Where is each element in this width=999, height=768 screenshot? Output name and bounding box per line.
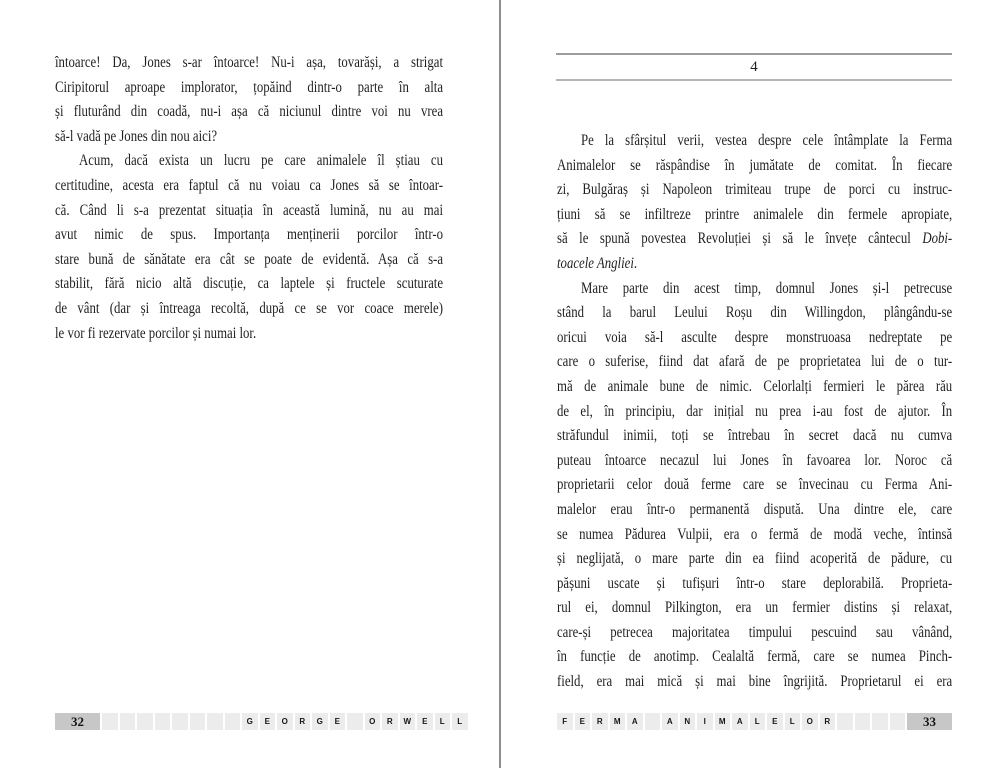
footer-letter-cell: N: [680, 713, 696, 730]
text-line: Acum, dacă exista un lucru pe care animalele îl știau cu: [79, 152, 443, 170]
footer-letter-cell: A: [732, 713, 748, 730]
text-line: rul ei, domnul Pilkington, era un fermier distins și relaxat,: [557, 599, 953, 617]
right-page-text: [557, 129, 952, 695]
footer-empty-cell: [155, 713, 171, 730]
text-line: avut nimic de spus. Importanța menținerii porcilor într-o: [55, 226, 443, 244]
text-line: de el, în principiu, dar inițial nu prea i-au fost de ajutor. În: [557, 402, 953, 420]
text-line: le vor fi rezervate porcilor și numai lor.: [55, 324, 257, 342]
footer-letter-cell: E: [575, 713, 591, 730]
text-line: Pe la sfârșitul verii, vestea despre cele întâmplate la Ferma: [581, 132, 953, 149]
footer-empty-cell: [890, 713, 906, 730]
footer-letter-cell: L: [750, 713, 766, 730]
footer-letter-cell: R: [382, 713, 398, 730]
text-line: Animalelor se răspândise în jumătate de comitat. În fiecare: [557, 156, 953, 174]
footer-letter-cell: G: [312, 713, 328, 730]
footer-empty-cell: [872, 713, 888, 730]
right-page-number: 33: [907, 713, 952, 730]
left-page-footer: [55, 713, 468, 730]
footer-empty-cell: [172, 713, 188, 730]
left-page-text: [55, 51, 443, 346]
text-line: de vânt (dar și întreaga recoltă, după ce se vor coace merele): [55, 299, 443, 317]
footer-letter-cell: R: [592, 713, 608, 730]
text-line: stând la barul Leului Roșu din Willingdon, plângându-se: [557, 304, 953, 322]
text-line: se numea Pădurea Vulpii, era o fermă de modă veche, întinsă: [557, 525, 953, 543]
footer-letter-cell: F: [557, 713, 573, 730]
footer-letter-cell: A: [627, 713, 643, 730]
text-line: pășuni uscate și tufișuri într-o stare deplorabilă. Proprieta-: [557, 574, 953, 592]
text-line: certitudine, acesta era faptul că nu voiau ca Jones să se întoar-: [55, 176, 443, 194]
text-line: oricui voia să-l asculte despre monstruoasa nedreptate pe: [557, 328, 953, 346]
text-line: străfundul inimii, toți se întrebau în secret dacă nu cumva: [557, 427, 953, 445]
text-line: proprietarii celor două ferme care se învecinau cu Ferma Ani-: [557, 476, 953, 494]
footer-letter-cell: L: [785, 713, 801, 730]
text-line: să-l vadă pe Jones din nou aici?: [55, 127, 218, 145]
right-page-footer: [557, 713, 952, 730]
footer-letter-cell: A: [662, 713, 678, 730]
text-line: malelor erau într-o permanentă dispută. Una dintre ele, care: [557, 500, 953, 518]
text-line: în funcție de anotimp. Cealaltă fermă, care se numea Pinch-: [557, 648, 953, 666]
text-line: întoarce! Da, Jones s-ar întoarce! Nu-i așa, tovarăși, a strigat: [55, 54, 443, 71]
text-line: toacele Angliei.: [557, 254, 638, 272]
footer-letter-cell: W: [400, 713, 416, 730]
footer-empty-cell: [137, 713, 153, 730]
text-line: țiuni să se infiltreze printre animalele din fermele apropiate,: [557, 205, 953, 223]
footer-empty-cell: [347, 713, 363, 730]
footer-empty-cell: [120, 713, 136, 730]
text-line: Mare parte din acest timp, domnul Jones și-l petrecuse: [581, 279, 953, 297]
text-line: să le spună povestea Revoluției și să le învețe cântecul Dobi-: [557, 230, 953, 248]
chapter-rule-bottom: [556, 79, 952, 81]
footer-letter-cell: I: [697, 713, 713, 730]
page-gutter-divider: [499, 0, 501, 768]
footer-letter-cell: O: [365, 713, 381, 730]
footer-empty-cell: [225, 713, 241, 730]
footer-letter-cell: O: [802, 713, 818, 730]
footer-letter-cell: L: [452, 713, 468, 730]
footer-letter-cell: R: [820, 713, 836, 730]
footer-letter-cell: M: [715, 713, 731, 730]
text-line: care o suferise, fiind dat afară de pe proprietatea lui de o tur-: [557, 353, 953, 371]
footer-letter-cell: E: [260, 713, 276, 730]
text-line: că. Când li s-a prezentat situația în această lumină, nu au mai: [55, 201, 443, 219]
footer-empty-cell: [190, 713, 206, 730]
footer-empty-cell: [837, 713, 853, 730]
text-line: stare bună de sănătate era cât se poate de evidentă. Așa că s-a: [55, 250, 443, 268]
chapter-rule-top: [556, 53, 952, 55]
footer-letter-cell: E: [417, 713, 433, 730]
text-line: care-și petrecea majoritatea timpului pescuind sau vânând,: [557, 623, 953, 641]
footer-letter-cell: M: [610, 713, 626, 730]
text-line: mă de animale bune de nimic. Celorlalți fermieri le părea rău: [557, 377, 953, 395]
footer-letter-cell: R: [295, 713, 311, 730]
text-line: și fluturând din coadă, nu-i așa că niciunul dintre voi nu vrea: [55, 103, 443, 121]
footer-letter-cell: E: [330, 713, 346, 730]
text-line: și neglijată, o mare parte din ea fiind acoperită de pădure, cu: [557, 550, 953, 568]
footer-empty-cell: [645, 713, 661, 730]
footer-letter-cell: L: [435, 713, 451, 730]
text-line: puteau întoarce necazul lui Jones în favoarea lor. Noroc că: [557, 451, 953, 469]
text-line: field, era mai mică și mai bine îngrijită. Proprietarul ei era: [557, 673, 953, 691]
footer-letter-cell: O: [277, 713, 293, 730]
text-line: zi, Bulgăraș și Napoleon trimiteau trupe de porci cu instruc-: [557, 181, 953, 199]
text-line: Ciripitorul aproape implorator, țopăind dintr-o parte în alta: [55, 78, 443, 96]
left-page-number: 32: [55, 713, 100, 730]
footer-letter-cell: E: [767, 713, 783, 730]
chapter-number: 4: [750, 59, 758, 75]
footer-empty-cell: [855, 713, 871, 730]
footer-empty-cell: [207, 713, 223, 730]
footer-letter-cell: G: [242, 713, 258, 730]
text-line: stabilit, fără nicio altă discuție, ca laptele și fructele scuturate: [55, 275, 443, 293]
footer-empty-cell: [102, 713, 118, 730]
